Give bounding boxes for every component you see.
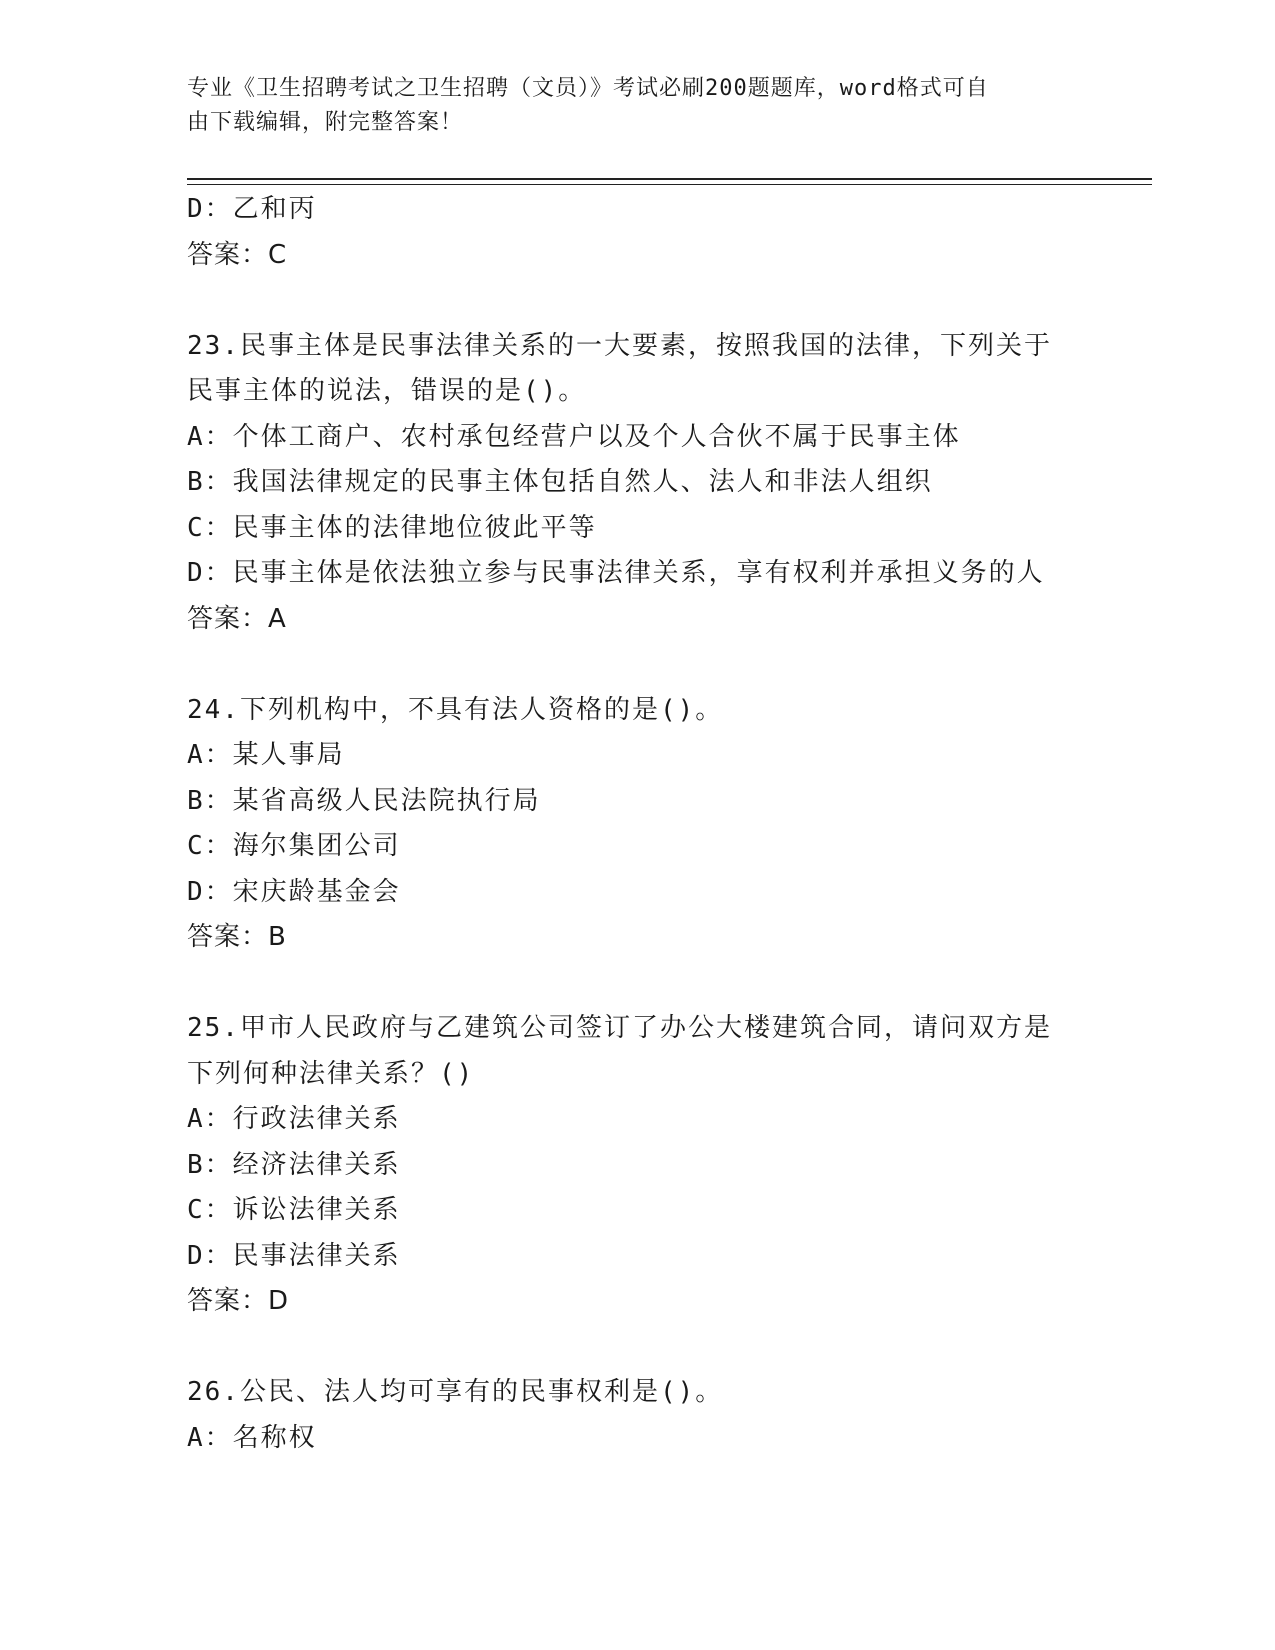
header-line-1: 专业《卫生招聘考试之卫生招聘（文员）》考试必刷200题题库，word格式可自 [187,76,989,101]
question-stem: 26.公民、法人均可享有的民事权利是()。 [187,1377,724,1407]
question-25 [187,1006,1087,1325]
option-c: C：民事主体的法律地位彼此平等 [187,512,597,543]
question-23 [187,324,1087,643]
question-26 [187,1370,1087,1461]
question-stem: 民事主体的说法，错误的是()。 [187,376,587,406]
answer-line: 答案：B [187,922,287,952]
option-a: A：某人事局 [187,740,345,770]
question-stem: 25.甲市人民政府与乙建筑公司签订了办公大楼建筑合同，请问双方是 [187,1013,1052,1043]
question-24 [187,688,1087,961]
option-d: D：宋庆龄基金会 [187,876,401,907]
option-b: B：某省高级人民法院执行局 [187,785,541,816]
question-list [187,187,1087,1461]
spacer [187,1325,1087,1371]
option-b: B：我国法律规定的民事主体包括自然人、法人和非法人组织 [187,467,933,497]
header-line-2: 由下载编辑，附完整答案！ [187,110,464,135]
question-stem: 24.下列机构中，不具有法人资格的是()。 [187,694,724,725]
question-stem: 23.民事主体是民事法律关系的一大要素，按照我国的法律，下列关于 [187,330,1052,361]
question-stem: 下列何种法律关系？() [187,1058,475,1089]
spacer [187,961,1087,1007]
option-d: D：民事主体是依法独立参与民事法律关系，享有权利并承担义务的人 [187,558,1045,588]
answer-line: 答案：D [187,1286,290,1316]
spacer [187,278,1087,324]
option-a: A：个体工商户、农村承包经营户以及个人合伙不属于民事主体 [187,421,961,452]
option-a: A：名称权 [187,1422,317,1453]
option-b: B：经济法律关系 [187,1149,401,1180]
header-rule-thin [187,184,1152,185]
option-a: A：行政法律关系 [187,1104,401,1134]
spacer [187,642,1087,688]
page-header [187,72,1067,140]
answer-line: 答案：C [187,239,288,270]
answer-line: 答案：A [187,603,287,634]
option-c: C：诉讼法律关系 [187,1195,401,1225]
option-d: D：乙和丙 [187,194,317,224]
header-rule-thick [187,178,1152,180]
option-c: C：海尔集团公司 [187,831,401,861]
option-d: D：民事法律关系 [187,1240,401,1271]
